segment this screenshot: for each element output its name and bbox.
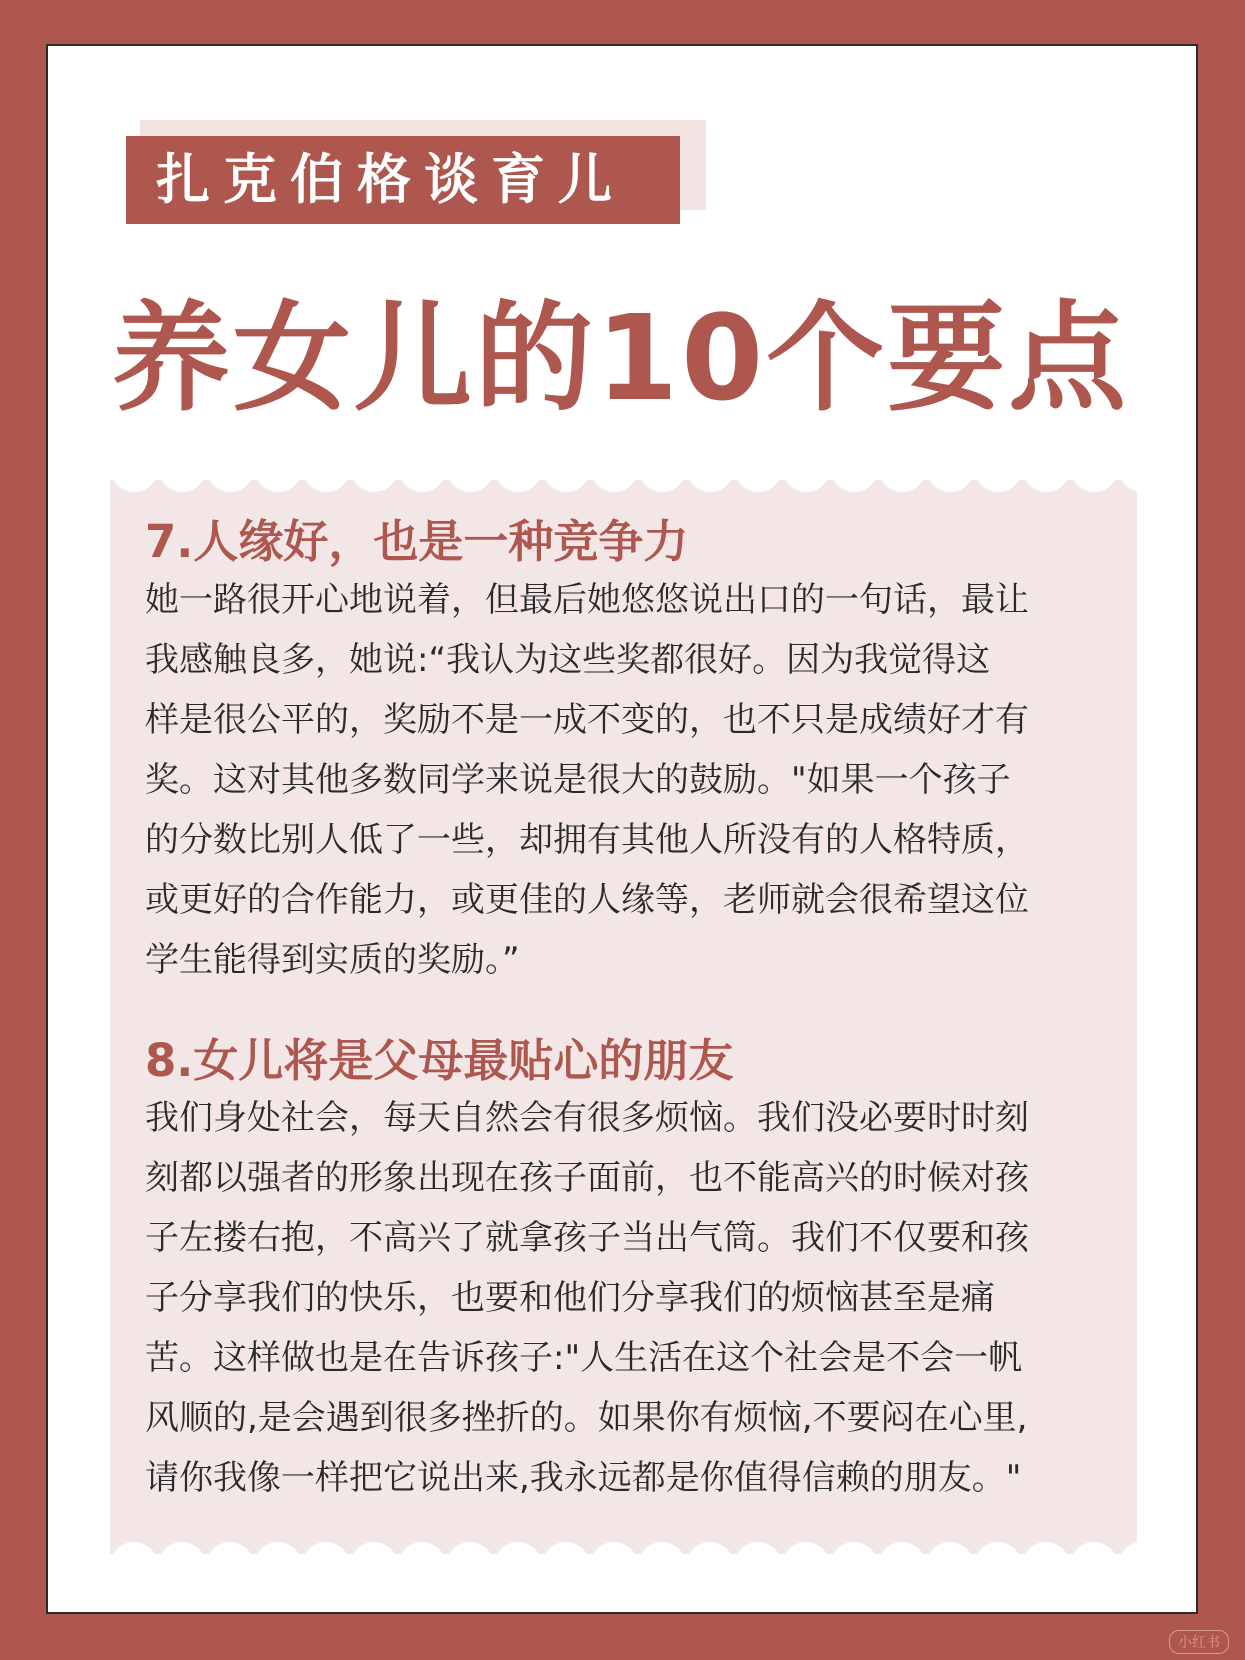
- body-line: 学生能得到实质的奖励。”: [145, 940, 520, 980]
- body-line: 的分数比别人低了一些，却拥有其他人所没有的人格特质，: [145, 820, 1029, 860]
- body-line: 子左搂右抱，不高兴了就拿孩子当出气筒。我们不仅要和孩: [145, 1218, 1029, 1258]
- content-card: [110, 458, 1137, 1576]
- body-line: 风顺的,是会遇到很多挫折的。如果你有烦恼,不要闷在心里,: [145, 1398, 1028, 1438]
- main-title: 养女儿的10个要点: [112, 289, 1130, 427]
- scallop-top-edge: [110, 458, 1137, 506]
- section-7-heading: 7.人缘好，也是一种竞争力: [145, 515, 689, 568]
- scallop-bottom-edge: [110, 1528, 1137, 1576]
- body-line: 刻都以强者的形象出现在孩子面前，也不能高兴的时候对孩: [145, 1158, 1029, 1198]
- section-8-body: [145, 1088, 1125, 1508]
- body-line: 子分享我们的快乐，也要和他们分享我们的烦恼甚至是痛: [145, 1278, 995, 1318]
- body-line: 奖。这对其他多数同学来说是很大的鼓励。"如果一个孩子: [145, 760, 1011, 800]
- body-line: 样是很公平的，奖励不是一成不变的，也不只是成绩好才有: [145, 700, 1029, 740]
- body-line: 请你我像一样把它说出来,我永远都是你值得信赖的朋友。": [145, 1458, 1022, 1498]
- body-line: 或更好的合作能力，或更佳的人缘等，老师就会很希望这位: [145, 880, 1029, 920]
- body-line: 我们身处社会，每天自然会有很多烦恼。我们没必要时时刻: [145, 1098, 1029, 1138]
- body-line: 苦。这样做也是在告诉孩子:"人生活在这个社会是不会一帆: [145, 1338, 1023, 1378]
- section-8-heading: 8.女儿将是父母最贴心的朋友: [145, 1034, 734, 1087]
- series-tag: 扎克伯格谈育儿: [126, 136, 680, 224]
- body-line: 我感触良多，她说:“我认为这些奖都很好。因为我觉得这: [145, 640, 991, 680]
- section-7-body: [145, 570, 1125, 990]
- watermark-logo: 小红书: [1169, 1630, 1229, 1654]
- body-line: 她一路很开心地说着，但最后她悠悠说出口的一句话，最让: [145, 580, 1029, 620]
